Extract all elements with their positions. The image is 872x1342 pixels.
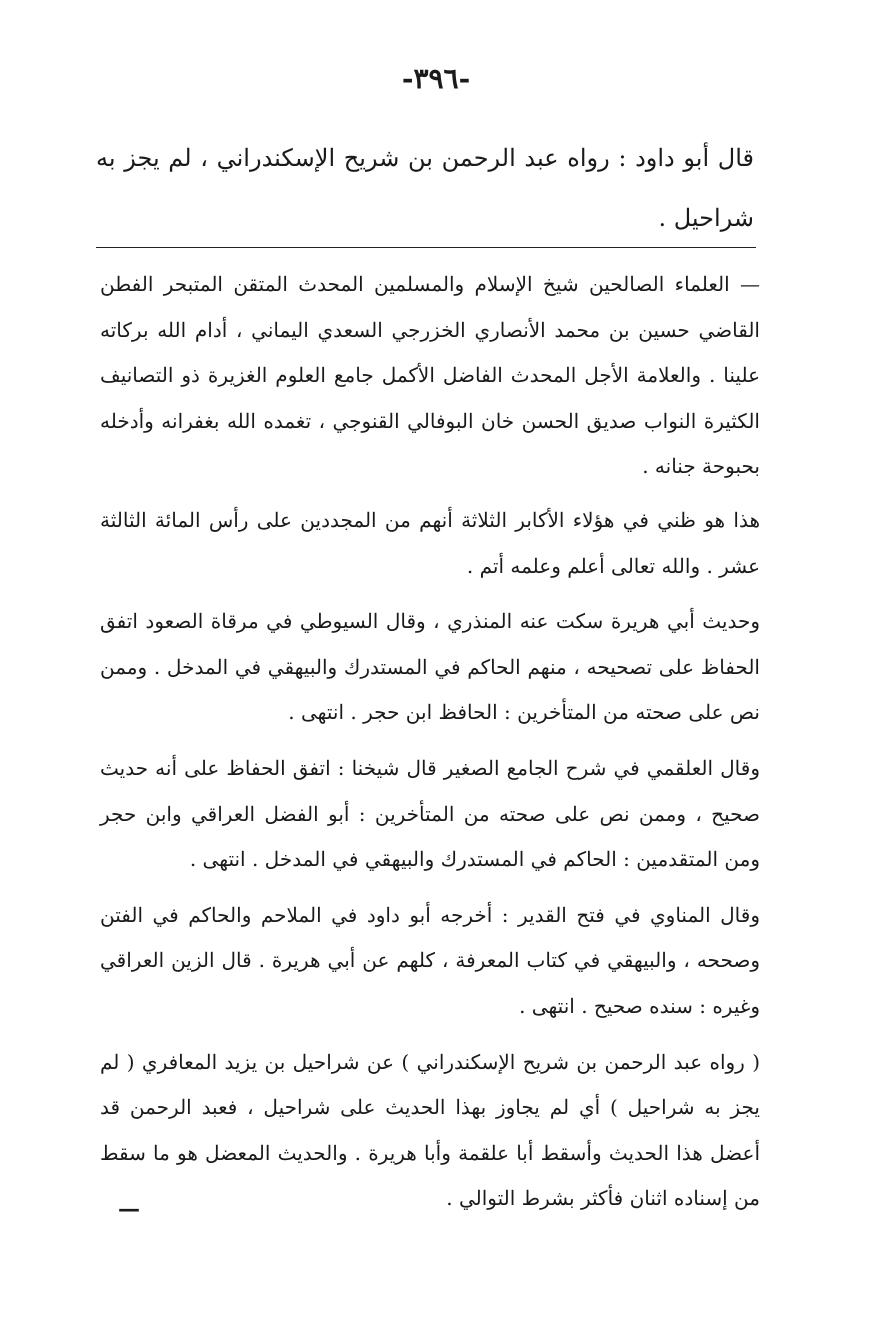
continuation-dash: — bbox=[118, 1196, 140, 1222]
commentary-paragraph: — العلماء الصالحين شيخ الإسلام والمسلمين المحدث المتقن المتبحر الفطن القاضي حسين بن محمد الأنصاري الخزرجي السعدي اليماني ، أدام الله بركاته علينا . والعلامة الأجل المحدث الفاضل الأكمل جامع العلوم الغزيرة ذو التصانيف الكثيرة النواب صديق الحسن خان البوفالي القنوجي ، تغمده الله بغفرانه وأدخله بحبوحة جنانه . bbox=[100, 272, 760, 479]
commentary-paragraph: ( رواه عبد الرحمن بن شريح الإسكندراني ) عن شراحيل بن يزيد المعافري ( لم يجز به شراحيل ) أي لم يجاوز بهذا الحديث على شراحيل ، فعبد الرحمن قد أعضل هذا الحديث وأسقط أبا علقمة وأبا هريرة . والحديث المعضل هو ما سقط من إسناده اثنان فأكثر بشرط التوالي . bbox=[100, 1049, 760, 1211]
footnote-divider bbox=[96, 247, 756, 248]
hadith-text: قال أبو داود : رواه عبد الرحمن بن شريح الإسكندراني ، لم يجز به شراحيل . bbox=[96, 144, 754, 232]
commentary-block bbox=[100, 262, 760, 1232]
commentary-paragraph: وقال المناوي في فتح القدير : أخرجه أبو داود في الملاحم والحاكم في الفتن وصححه ، والبيهقي في كتاب المعرفة ، كلهم عن أبي هريرة . قال الزين العراقي وغيره : سنده صحيح . انتهى . bbox=[100, 902, 760, 1018]
page-number: -٣٩٦- bbox=[401, 62, 471, 95]
commentary-paragraph: وحديث أبي هريرة سكت عنه المنذري ، وقال السيوطي في مرقاة الصعود اتفق الحفاظ على تصحيحه ، منهم الحاكم في المستدرك والبيهقي في المدخل . وممن نص على صحته من المتأخرين : الحافظ ابن حجر . انتهى . bbox=[100, 609, 760, 725]
commentary-paragraph: هذا هو ظني في هؤلاء الأكابر الثلاثة أنهم من المجددين على رأس المائة الثالثة عشر . والله تعالى أعلم وعلمه أتم . bbox=[100, 507, 760, 578]
commentary-paragraph: وقال العلقمي في شرح الجامع الصغير قال شيخنا : اتفق الحفاظ على أنه حديث صحيح ، وممن نص على صحته من المتأخرين : أبو الفضل العراقي وابن حجر ومن المتقدمين : الحاكم في المستدرك والبيهقي في المدخل . انتهى . bbox=[100, 755, 760, 872]
